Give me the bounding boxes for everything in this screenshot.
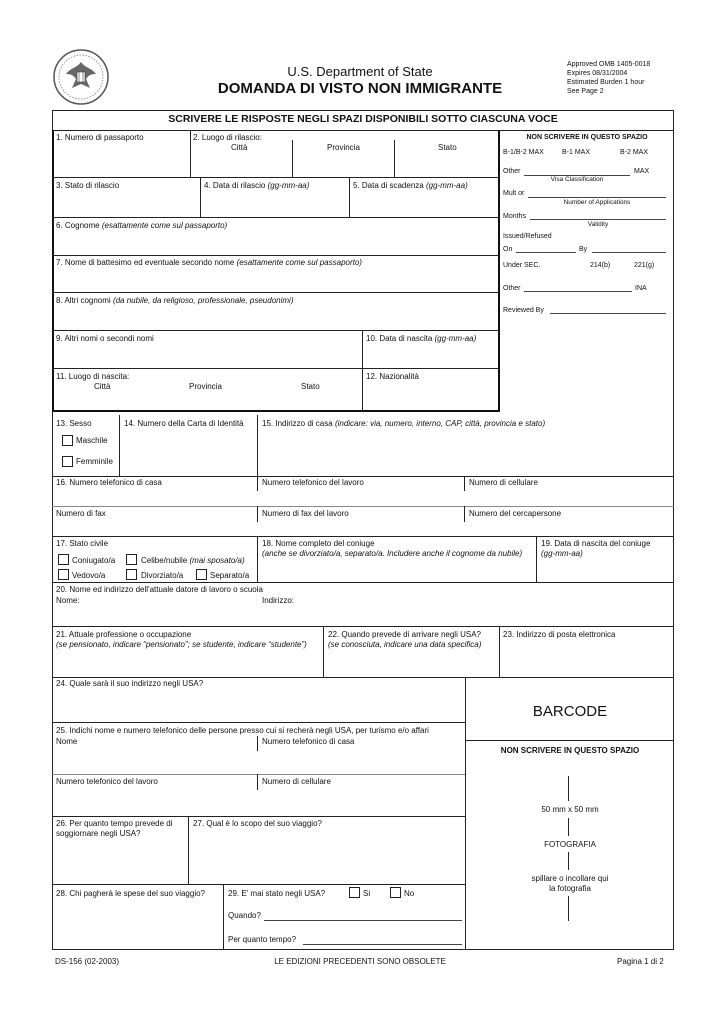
office-by: By <box>579 246 588 253</box>
omb-notice <box>567 60 677 96</box>
field-17-marital-status: 17. Stato civile <box>56 539 109 548</box>
sex-male-checkbox[interactable] <box>62 435 73 446</box>
field-5-expiry-date <box>353 181 468 191</box>
separated-label: Separato/a <box>210 571 250 580</box>
been-to-us-yes-label: Si <box>363 889 371 898</box>
field-11-province-label: Provincia <box>189 382 222 391</box>
field-26-stay-length: 26. Per quanto tempo prevede di soggiornare negli USA? <box>56 819 173 838</box>
field-9-other-names: 9. Altri nomi o secondi nomi <box>56 334 154 343</box>
form-title: DOMANDA DI VISTO NON IMMIGRANTE <box>217 80 503 97</box>
office-months: Months <box>503 213 526 220</box>
office-mult: Mult or <box>503 190 525 197</box>
field-22-note: (se conosciuta, indicare una data specifica) <box>328 640 482 649</box>
work-fax-label: Numero di fax del lavoro <box>262 509 349 518</box>
form-number: DS-156 (02-2003) <box>55 957 120 966</box>
field-4-format: (gg-mm-aa) <box>267 181 310 190</box>
field-13-sex: 13. Sesso <box>56 419 92 428</box>
sex-male-label: Maschile <box>76 436 108 445</box>
office-b1b2: B-1/B-2 MAX <box>503 149 544 156</box>
field-12-nationality: 12. Nazionalità <box>366 372 419 381</box>
surname-input[interactable] <box>54 232 497 254</box>
field-10-birth-date <box>366 334 476 344</box>
field-15-label: 15. Indirizzo di casa <box>262 419 333 428</box>
field-29-been-to-us: 29. E' mai stato negli USA? <box>228 889 326 898</box>
office-221g: 221(g) <box>634 262 655 269</box>
single-label-text: Celibe/nubile <box>141 556 188 565</box>
single-label-note: (mai sposato/a) <box>189 556 245 565</box>
field-10-label: 10. Data di nascita <box>366 334 433 343</box>
photo-label: FOTOGRAFIA <box>544 840 596 849</box>
office-use-title: NON SCRIVERE IN QUESTO SPAZIO <box>526 134 648 141</box>
field-2-state-label: Stato <box>438 143 457 152</box>
field-14-id-card: 14. Numero della Carta di Identità <box>124 419 244 428</box>
field-19-spouse-birth-date: 19. Data di nascita del coniuge <box>541 539 651 548</box>
field-23-email: 23. Indirizzo di posta elettronica <box>503 630 616 639</box>
field-20-employer: 20. Nome ed indirizzo dell'attuale datore di lavoro o scuola <box>56 585 263 594</box>
passport-number-input[interactable] <box>54 145 188 175</box>
cell-phone-label: Numero di cellulare <box>469 478 538 487</box>
photo-attach-area[interactable] <box>470 760 670 945</box>
instruction-banner: SCRIVERE LE RISPOSTE NEGLI SPAZI DISPONIBILI SOTTO CIASCUNA VOCE <box>168 113 558 125</box>
omb-line: See Page 2 <box>567 88 604 95</box>
field-7-label: 7. Nome di battesimo ed eventuale secondo nome <box>56 258 235 267</box>
single-checkbox[interactable] <box>126 554 137 565</box>
employer-address-label: Indirizzo: <box>262 596 295 605</box>
widowed-label: Vedovo/a <box>72 571 106 580</box>
field-18-spouse-name: 18. Nome completo del coniuge <box>262 539 375 548</box>
field-18-note: (anche se divorziato/a, separato/a. Includere anche il cognome da nubile) <box>262 549 523 558</box>
field-19-format: (gg-mm-aa) <box>541 549 583 558</box>
photo-size: 50 mm x 50 mm <box>541 805 599 814</box>
other-surnames-input[interactable] <box>54 307 497 329</box>
sex-female-checkbox[interactable] <box>62 456 73 467</box>
field-6-label: 6. Cognome <box>56 221 100 230</box>
field-24-us-address: 24. Quale sarà il suo indirizzo negli USA? <box>56 679 204 688</box>
office-reviewed-by: Reviewed By <box>503 307 544 314</box>
field-21-occupation: 21. Attuale professione o occupazione <box>56 630 192 639</box>
contact-cell-label: Numero di cellulare <box>262 777 331 786</box>
field-15-home-address <box>262 419 545 429</box>
field-21-note: (se pensionato, indicare “pensionato”; se studente, indicare “studente”) <box>56 640 307 649</box>
field-8-label: 8. Altri cognomi <box>56 296 111 305</box>
field-11-state-label: Stato <box>301 382 320 391</box>
office-validity: Validity <box>587 221 609 228</box>
office-other: Other <box>503 168 521 175</box>
widowed-checkbox[interactable] <box>58 569 69 580</box>
work-phone-label: Numero telefonico del lavoro <box>262 478 364 487</box>
field-7-note: (esattamente come sul passaporto) <box>236 258 362 267</box>
field-27-trip-purpose: 27. Qual è lo scopo del suo viaggio? <box>193 819 322 828</box>
department-name: U.S. Department of State <box>287 64 433 79</box>
given-names-input[interactable] <box>54 269 497 291</box>
field-8-note: (da nubile, da religioso, professionale, pseudonimi) <box>112 296 294 305</box>
office-visa-classification: Visa Classification <box>550 176 604 183</box>
field-5-label: 5. Data di scadenza <box>353 181 424 190</box>
field-2-city-label: Città <box>231 143 248 152</box>
obsolete-notice: LE EDIZIONI PRECEDENTI SONO OBSOLETE <box>274 957 446 966</box>
barcode-area: BARCODE <box>532 703 608 720</box>
office-other-2: Other <box>503 285 521 292</box>
divorced-label: Divorziato/a <box>141 571 184 580</box>
field-8-other-surnames <box>56 296 294 306</box>
state-department-seal-icon <box>52 48 110 106</box>
field-1-passport-number: 1. Numero di passaporto <box>56 133 144 142</box>
how-long-label: Per quanto tempo? <box>228 935 297 944</box>
pager-label: Numero del cercapersone <box>469 509 562 518</box>
when-input-line[interactable] <box>264 920 462 921</box>
office-number-applications: Number of Applications <box>563 199 631 206</box>
field-22-arrival: 22. Quando prevede di arrivare negli USA? <box>328 630 481 639</box>
contact-work-phone-label: Numero telefonico del lavoro <box>56 777 158 786</box>
page-number: Pagina 1 di 2 <box>617 957 664 966</box>
office-issued-refused: Issued/Refused <box>503 233 552 240</box>
office-under-sec: Under SEC. <box>503 262 541 269</box>
divorced-checkbox[interactable] <box>126 569 137 580</box>
employer-name-label: Nome: <box>56 596 80 605</box>
field-25-us-contacts: 25. Indichi nome e numero telefonico delle persone presso cui si recherà negli USA, per turismo e/o affari <box>56 726 429 735</box>
field-2-province-label: Provincia <box>327 143 360 152</box>
contact-home-phone-label: Numero telefonico di casa <box>262 737 355 746</box>
field-5-format: (gg-mm-aa) <box>425 181 468 190</box>
photo-instruction-2: la fotografia <box>549 884 591 893</box>
photo-office-title: NON SCRIVERE IN QUESTO SPAZIO <box>500 746 640 755</box>
field-6-surname <box>56 221 227 231</box>
been-to-us-no-label: No <box>404 889 415 898</box>
field-7-given-names <box>56 258 362 268</box>
field-4-issue-date <box>204 181 309 191</box>
omb-line: Approved OMB 1405-0018 <box>567 61 651 68</box>
office-max: MAX <box>634 168 650 175</box>
married-checkbox[interactable] <box>58 554 69 565</box>
office-b1: B-1 MAX <box>562 149 591 156</box>
omb-line: Expires 08/31/2004 <box>567 70 628 77</box>
field-6-note: (esattamente come sul passaporto) <box>101 221 228 230</box>
how-long-input-line[interactable] <box>303 944 462 945</box>
office-on: On <box>503 246 513 253</box>
field-15-note: (indicare: via, numero, interno, CAP, città, provincia e stato) <box>334 419 546 428</box>
office-ina: INA <box>635 285 647 292</box>
single-label <box>141 556 245 566</box>
married-label: Coniugato/a <box>72 556 116 565</box>
photo-instruction: spillare o incollare qui <box>531 874 609 883</box>
field-16-home-phone: 16. Numero telefonico di casa <box>56 478 162 487</box>
separated-checkbox[interactable] <box>196 569 207 580</box>
when-label: Quando? <box>228 911 261 920</box>
field-4-label: 4. Data di rilascio <box>204 181 266 190</box>
field-28-payer: 28. Chi pagherà le spese del suo viaggio? <box>56 889 205 898</box>
office-b2: B-2 MAX <box>620 149 649 156</box>
field-11-birth-place: 11. Luogo di nascita: <box>56 372 130 381</box>
field-10-format: (gg-mm-aa) <box>434 334 477 343</box>
been-to-us-yes-checkbox[interactable] <box>349 887 360 898</box>
field-2-place-of-issue: 2. Luogo di rilascio: <box>193 133 262 142</box>
omb-line: Estimated Burden 1 hour <box>567 79 645 86</box>
field-3-issuing-state: 3. Stato di rilascio <box>56 181 120 190</box>
sex-female-label: Femminile <box>76 457 113 466</box>
office-214b: 214(b) <box>590 262 611 269</box>
fax-label: Numero di fax <box>56 509 106 518</box>
contact-name-label: Nome <box>56 737 78 746</box>
field-11-city-label: Città <box>94 382 111 391</box>
been-to-us-no-checkbox[interactable] <box>390 887 401 898</box>
